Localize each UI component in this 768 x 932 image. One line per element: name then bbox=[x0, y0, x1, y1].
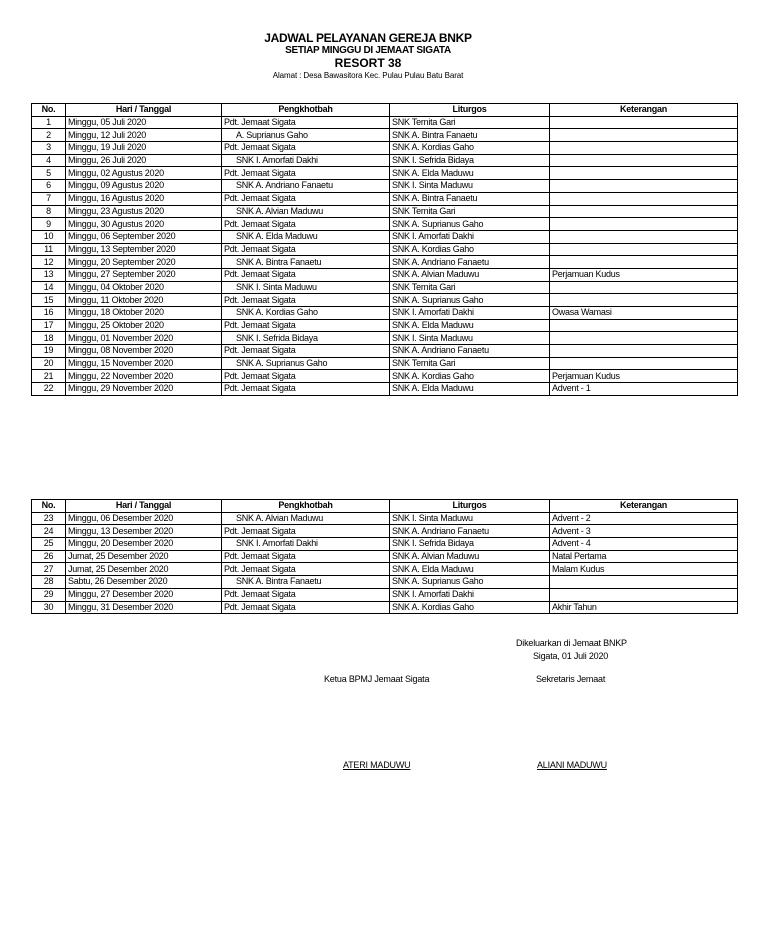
table-row bbox=[32, 345, 738, 358]
cell-date: Sabtu, 26 Desember 2020 bbox=[66, 576, 222, 589]
col-header-no: No. bbox=[32, 104, 66, 117]
cell-liturgos: SNK A. Bintra Fanaetu bbox=[390, 192, 550, 205]
table-row bbox=[32, 550, 738, 563]
cell-no: 8 bbox=[32, 205, 66, 218]
cell-liturgos: SNK A. Elda Maduwu bbox=[390, 319, 550, 332]
cell-date: Minggu, 23 Agustus 2020 bbox=[66, 205, 222, 218]
chair-name: ATERI MADUWU bbox=[343, 760, 411, 770]
cell-no: 30 bbox=[32, 601, 66, 614]
cell-date: Minggu, 12 Juli 2020 bbox=[66, 129, 222, 142]
cell-liturgos: SNK I. Amorfati Dakhi bbox=[390, 307, 550, 320]
cell-preacher: SNK I. Sinta Maduwu bbox=[222, 281, 390, 294]
cell-liturgos: SNK A. Alvian Maduwu bbox=[390, 268, 550, 281]
document-title: JADWAL PELAYANAN GEREJA BNKP bbox=[264, 31, 472, 45]
cell-note: Natal Pertama bbox=[550, 550, 738, 563]
cell-preacher: SNK A. Elda Maduwu bbox=[222, 230, 390, 243]
cell-date: Minggu, 30 Agustus 2020 bbox=[66, 218, 222, 231]
cell-date: Minggu, 15 November 2020 bbox=[66, 357, 222, 370]
cell-no: 13 bbox=[32, 268, 66, 281]
cell-no: 5 bbox=[32, 167, 66, 180]
cell-preacher: Pdt. Jemaat Sigata bbox=[222, 345, 390, 358]
table-row bbox=[32, 142, 738, 155]
cell-liturgos: SNK A. Kordias Gaho bbox=[390, 601, 550, 614]
cell-note bbox=[550, 243, 738, 256]
cell-no: 28 bbox=[32, 576, 66, 589]
cell-no: 3 bbox=[32, 142, 66, 155]
cell-date: Minggu, 06 September 2020 bbox=[66, 230, 222, 243]
cell-note bbox=[550, 180, 738, 193]
table-row bbox=[32, 218, 738, 231]
cell-note bbox=[550, 218, 738, 231]
cell-liturgos: SNK Ternita Gari bbox=[390, 357, 550, 370]
col-header-date: Hari / Tanggal bbox=[66, 104, 222, 117]
cell-preacher: Pdt. Jemaat Sigata bbox=[222, 167, 390, 180]
cell-no: 10 bbox=[32, 230, 66, 243]
cell-preacher: SNK I. Amorfati Dakhi bbox=[222, 538, 390, 551]
cell-date: Minggu, 19 Juli 2020 bbox=[66, 142, 222, 155]
cell-note: Advent - 2 bbox=[550, 512, 738, 525]
cell-liturgos: SNK I. Sinta Maduwu bbox=[390, 332, 550, 345]
col-header-no: No. bbox=[32, 500, 66, 513]
cell-no: 2 bbox=[32, 129, 66, 142]
cell-note bbox=[550, 116, 738, 129]
cell-date: Minggu, 29 November 2020 bbox=[66, 383, 222, 396]
cell-preacher: SNK I. Amorfati Dakhi bbox=[222, 154, 390, 167]
cell-note bbox=[550, 281, 738, 294]
cell-no: 11 bbox=[32, 243, 66, 256]
cell-date: Jumat, 25 Desember 2020 bbox=[66, 563, 222, 576]
cell-note bbox=[550, 332, 738, 345]
cell-note bbox=[550, 192, 738, 205]
cell-date: Minggu, 22 November 2020 bbox=[66, 370, 222, 383]
cell-no: 4 bbox=[32, 154, 66, 167]
cell-liturgos: SNK I. Sefrida Bidaya bbox=[390, 538, 550, 551]
cell-liturgos: SNK Ternita Gari bbox=[390, 281, 550, 294]
cell-date: Minggu, 01 November 2020 bbox=[66, 332, 222, 345]
cell-date: Minggu, 27 Desember 2020 bbox=[66, 588, 222, 601]
cell-no: 23 bbox=[32, 512, 66, 525]
table-row bbox=[32, 192, 738, 205]
cell-note: Perjamuan Kudus bbox=[550, 370, 738, 383]
cell-preacher: A. Suprianus Gaho bbox=[222, 129, 390, 142]
cell-preacher: Pdt. Jemaat Sigata bbox=[222, 370, 390, 383]
cell-liturgos: SNK Ternita Gari bbox=[390, 116, 550, 129]
cell-preacher: Pdt. Jemaat Sigata bbox=[222, 218, 390, 231]
cell-date: Minggu, 05 Juli 2020 bbox=[66, 116, 222, 129]
cell-preacher: SNK A. Suprianus Gaho bbox=[222, 357, 390, 370]
cell-preacher: Pdt. Jemaat Sigata bbox=[222, 563, 390, 576]
col-header-date: Hari / Tanggal bbox=[66, 500, 222, 513]
address-line: Alamat : Desa Bawasitora Kec. Pulau Pulau Batu Barat bbox=[272, 71, 464, 80]
cell-date: Minggu, 25 Oktober 2020 bbox=[66, 319, 222, 332]
cell-no: 24 bbox=[32, 525, 66, 538]
cell-note: Akhir Tahun bbox=[550, 601, 738, 614]
cell-liturgos: SNK A. Alvian Maduwu bbox=[390, 550, 550, 563]
table-row bbox=[32, 357, 738, 370]
cell-preacher: Pdt. Jemaat Sigata bbox=[222, 116, 390, 129]
cell-liturgos: SNK A. Kordias Gaho bbox=[390, 370, 550, 383]
schedule-table-2 bbox=[31, 499, 738, 614]
table-row bbox=[32, 588, 738, 601]
cell-date: Minggu, 13 September 2020 bbox=[66, 243, 222, 256]
cell-date: Minggu, 20 September 2020 bbox=[66, 256, 222, 269]
cell-note bbox=[550, 142, 738, 155]
table-row bbox=[32, 154, 738, 167]
cell-no: 12 bbox=[32, 256, 66, 269]
table-row bbox=[32, 525, 738, 538]
cell-preacher: Pdt. Jemaat Sigata bbox=[222, 550, 390, 563]
table-row bbox=[32, 294, 738, 307]
cell-no: 26 bbox=[32, 550, 66, 563]
table-row bbox=[32, 601, 738, 614]
cell-note bbox=[550, 357, 738, 370]
cell-date: Minggu, 13 Desember 2020 bbox=[66, 525, 222, 538]
cell-preacher: SNK A. Bintra Fanaetu bbox=[222, 576, 390, 589]
table-row bbox=[32, 268, 738, 281]
cell-note: Advent - 4 bbox=[550, 538, 738, 551]
cell-liturgos: SNK A. Elda Maduwu bbox=[390, 167, 550, 180]
cell-preacher: SNK A. Alvian Maduwu bbox=[222, 205, 390, 218]
table-row bbox=[32, 256, 738, 269]
cell-preacher: Pdt. Jemaat Sigata bbox=[222, 192, 390, 205]
cell-liturgos: SNK A. Suprianus Gaho bbox=[390, 576, 550, 589]
table-row bbox=[32, 129, 738, 142]
cell-note bbox=[550, 319, 738, 332]
col-header-preacher: Pengkhotbah bbox=[222, 104, 390, 117]
table-row bbox=[32, 307, 738, 320]
cell-liturgos: SNK I. Sinta Maduwu bbox=[390, 512, 550, 525]
cell-date: Minggu, 27 September 2020 bbox=[66, 268, 222, 281]
cell-note bbox=[550, 230, 738, 243]
secretary-title: Sekretaris Jemaat bbox=[536, 674, 606, 684]
issued-place-date: Sigata, 01 Juli 2020 bbox=[533, 651, 609, 661]
cell-liturgos: SNK I. Sefrida Bidaya bbox=[390, 154, 550, 167]
resort-label: RESORT 38 bbox=[334, 56, 402, 70]
table-row bbox=[32, 205, 738, 218]
cell-no: 18 bbox=[32, 332, 66, 345]
chair-title: Ketua BPMJ Jemaat Sigata bbox=[324, 674, 430, 684]
cell-date: Minggu, 08 November 2020 bbox=[66, 345, 222, 358]
cell-liturgos: SNK I. Sinta Maduwu bbox=[390, 180, 550, 193]
cell-no: 25 bbox=[32, 538, 66, 551]
col-header-preacher: Pengkhotbah bbox=[222, 500, 390, 513]
cell-note bbox=[550, 576, 738, 589]
cell-note bbox=[550, 154, 738, 167]
cell-date: Jumat, 25 Desember 2020 bbox=[66, 550, 222, 563]
table-row bbox=[32, 180, 738, 193]
cell-date: Minggu, 11 Oktober 2020 bbox=[66, 294, 222, 307]
document-subtitle: SETIAP MINGGU DI JEMAAT SIGATA bbox=[285, 45, 451, 56]
cell-date: Minggu, 31 Desember 2020 bbox=[66, 601, 222, 614]
cell-note: Owasa Wamasi bbox=[550, 307, 738, 320]
cell-no: 16 bbox=[32, 307, 66, 320]
table-row bbox=[32, 563, 738, 576]
table-row bbox=[32, 370, 738, 383]
table-row bbox=[32, 167, 738, 180]
cell-note: Advent - 1 bbox=[550, 383, 738, 396]
table-row bbox=[32, 332, 738, 345]
cell-preacher: Pdt. Jemaat Sigata bbox=[222, 268, 390, 281]
cell-preacher: Pdt. Jemaat Sigata bbox=[222, 243, 390, 256]
cell-preacher: Pdt. Jemaat Sigata bbox=[222, 525, 390, 538]
col-header-liturgos: Liturgos bbox=[390, 104, 550, 117]
cell-preacher: Pdt. Jemaat Sigata bbox=[222, 588, 390, 601]
col-header-note: Keterangan bbox=[550, 104, 738, 117]
cell-note: Malam Kudus bbox=[550, 563, 738, 576]
cell-no: 22 bbox=[32, 383, 66, 396]
cell-preacher: SNK A. Andriano Fanaetu bbox=[222, 180, 390, 193]
table-row bbox=[32, 383, 738, 396]
cell-liturgos: SNK A. Suprianus Gaho bbox=[390, 218, 550, 231]
cell-note: Advent - 3 bbox=[550, 525, 738, 538]
cell-note bbox=[550, 345, 738, 358]
table-row bbox=[32, 538, 738, 551]
table-row bbox=[32, 512, 738, 525]
cell-preacher: Pdt. Jemaat Sigata bbox=[222, 142, 390, 155]
cell-no: 1 bbox=[32, 116, 66, 129]
cell-preacher: SNK A. Alvian Maduwu bbox=[222, 512, 390, 525]
cell-note bbox=[550, 588, 738, 601]
cell-note bbox=[550, 129, 738, 142]
cell-date: Minggu, 06 Desember 2020 bbox=[66, 512, 222, 525]
table-row bbox=[32, 281, 738, 294]
col-header-liturgos: Liturgos bbox=[390, 500, 550, 513]
cell-date: Minggu, 18 Oktober 2020 bbox=[66, 307, 222, 320]
cell-no: 21 bbox=[32, 370, 66, 383]
cell-liturgos: SNK A. Bintra Fanaetu bbox=[390, 129, 550, 142]
cell-date: Minggu, 20 Desember 2020 bbox=[66, 538, 222, 551]
cell-date: Minggu, 04 Oktober 2020 bbox=[66, 281, 222, 294]
cell-no: 6 bbox=[32, 180, 66, 193]
cell-liturgos: SNK A. Suprianus Gaho bbox=[390, 294, 550, 307]
cell-preacher: Pdt. Jemaat Sigata bbox=[222, 601, 390, 614]
cell-no: 20 bbox=[32, 357, 66, 370]
cell-liturgos: SNK A. Elda Maduwu bbox=[390, 383, 550, 396]
cell-no: 7 bbox=[32, 192, 66, 205]
table-row bbox=[32, 230, 738, 243]
cell-liturgos: SNK A. Andriano Fanaetu bbox=[390, 345, 550, 358]
cell-preacher: Pdt. Jemaat Sigata bbox=[222, 383, 390, 396]
cell-note bbox=[550, 167, 738, 180]
cell-preacher: Pdt. Jemaat Sigata bbox=[222, 294, 390, 307]
document-header bbox=[0, 32, 736, 82]
cell-preacher: SNK I. Sefrida Bidaya bbox=[222, 332, 390, 345]
table-row bbox=[32, 576, 738, 589]
cell-no: 27 bbox=[32, 563, 66, 576]
cell-liturgos: SNK A. Andriano Fanaetu bbox=[390, 525, 550, 538]
cell-preacher: SNK A. Bintra Fanaetu bbox=[222, 256, 390, 269]
cell-liturgos: SNK Ternita Gari bbox=[390, 205, 550, 218]
cell-date: Minggu, 16 Agustus 2020 bbox=[66, 192, 222, 205]
cell-note bbox=[550, 205, 738, 218]
cell-note: Perjamuan Kudus bbox=[550, 268, 738, 281]
col-header-note: Keterangan bbox=[550, 500, 738, 513]
cell-date: Minggu, 09 Agustus 2020 bbox=[66, 180, 222, 193]
cell-date: Minggu, 02 Agustus 2020 bbox=[66, 167, 222, 180]
cell-no: 14 bbox=[32, 281, 66, 294]
cell-liturgos: SNK A. Kordias Gaho bbox=[390, 243, 550, 256]
cell-date: Minggu, 26 Juli 2020 bbox=[66, 154, 222, 167]
cell-preacher: SNK A. Kordias Gaho bbox=[222, 307, 390, 320]
cell-no: 15 bbox=[32, 294, 66, 307]
secretary-name: ALIANI MADUWU bbox=[537, 760, 607, 770]
cell-no: 17 bbox=[32, 319, 66, 332]
cell-no: 9 bbox=[32, 218, 66, 231]
cell-preacher: Pdt. Jemaat Sigata bbox=[222, 319, 390, 332]
cell-note bbox=[550, 256, 738, 269]
table-row bbox=[32, 243, 738, 256]
cell-no: 29 bbox=[32, 588, 66, 601]
issued-at: Dikeluarkan di Jemaat BNKP bbox=[516, 638, 627, 648]
cell-liturgos: SNK I. Amorfati Dakhi bbox=[390, 588, 550, 601]
cell-note bbox=[550, 294, 738, 307]
cell-liturgos: SNK A. Elda Maduwu bbox=[390, 563, 550, 576]
cell-liturgos: SNK A. Kordias Gaho bbox=[390, 142, 550, 155]
cell-liturgos: SNK A. Andriano Fanaetu bbox=[390, 256, 550, 269]
table-header-row bbox=[32, 500, 738, 513]
table-row bbox=[32, 116, 738, 129]
table-header-row bbox=[32, 104, 738, 117]
table-row bbox=[32, 319, 738, 332]
cell-no: 19 bbox=[32, 345, 66, 358]
cell-liturgos: SNK I. Amorfati Dakhi bbox=[390, 230, 550, 243]
schedule-table-1 bbox=[31, 103, 738, 396]
